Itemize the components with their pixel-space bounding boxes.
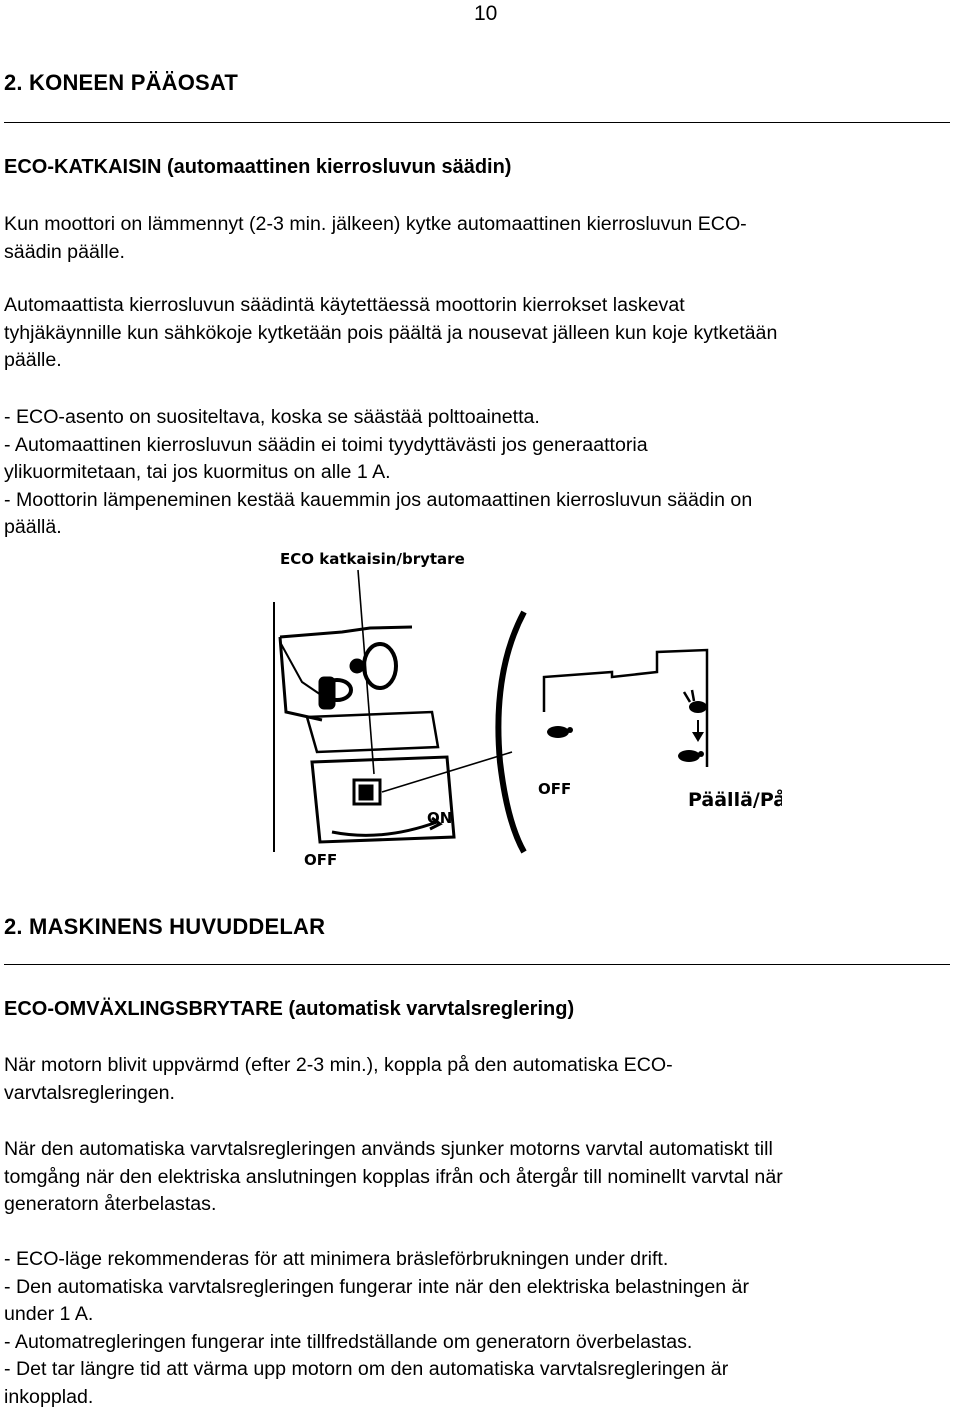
list-item: - Den automatiska varvtalsregleringen fungerar inte när den elektriska belastningen är	[4, 1275, 749, 1298]
diagram-title: ECO katkaisin/brytare	[280, 550, 465, 568]
section-heading-fi: 2. KONEEN PÄÄOSAT	[4, 70, 239, 95]
page-number: 10	[474, 2, 498, 25]
list-item: päällä.	[4, 516, 62, 539]
paragraph-sv-2: När den automatiska varvtalsregleringen används sjunker motorns varvtal automatiskt till tomgång när den elektriska anslutningen kopplas ifrån och återgår till nominellt varvtal när generatorn återbelastas.	[4, 1138, 783, 1216]
bullet-list-sv	[4, 1246, 959, 1412]
turtle-icon	[678, 750, 704, 762]
list-item: ylikuormitetaan, tai jos kuormitus on alle 1 A.	[4, 461, 391, 484]
paragraph-sv-1: När motorn blivit uppvärmd (efter 2-3 min.), koppla på den automatiska ECO- varvtalsregleringen.	[4, 1054, 673, 1104]
label-off-bottom: OFF	[304, 851, 338, 869]
subheading-fi: ECO-KATKAISIN (automaattinen kierrosluvun säädin)	[4, 156, 512, 178]
list-item: under 1 A.	[4, 1303, 94, 1326]
turtle-icon	[547, 726, 573, 738]
section-heading-sv: 2. MASKINENS HUVUDDELAR	[4, 914, 326, 939]
list-item: - ECO-asento on suositeltava, koska se säästää polttoainetta.	[4, 406, 540, 428]
list-item: inkopplad.	[4, 1385, 94, 1408]
eco-switch-diagram	[262, 542, 782, 872]
divider-sv	[4, 964, 950, 965]
list-item: - ECO-läge rekommenderas för att minimera bräsleförbrukningen under drift.	[4, 1248, 669, 1270]
divider-fi	[4, 122, 950, 123]
list-item: - Moottorin lämpeneminen kestää kauemmin jos automaattinen kierrosluvun säädin on	[4, 488, 753, 511]
subheading-sv: ECO-OMVÄXLINGSBRYTARE (automatisk varvtalsreglering)	[4, 998, 575, 1020]
bullet-list-fi	[4, 404, 959, 542]
paragraph-fi-2: Automaattista kierrosluvun säädintä käytettäessä moottorin kierrokset laskevat tyhjäkäynnille kun sähkökoje kytketään pois päältä ja nousevat jälleen kun koje kytketään päälle.	[4, 294, 778, 372]
label-on: ON	[427, 809, 453, 827]
list-item: - Automatregleringen fungerar inte tillfredställande om generatorn överbelastas.	[4, 1330, 693, 1353]
rabbit-icon	[684, 690, 707, 713]
paragraph-fi-1: Kun moottori on lämmennyt (2-3 min. jälkeen) kytke automaattinen kierrosluvun ECO- säädin päälle.	[4, 213, 747, 263]
list-item: - Det tar längre tid att värma upp motorn om den automatiska varvtalsregleringen är	[4, 1358, 729, 1381]
label-off-right: OFF	[538, 780, 572, 798]
label-on-state: Päällä/På	[688, 789, 782, 811]
list-item: - Automaattinen kierrosluvun säädin ei toimi tyydyttävästi jos generaattoria	[4, 433, 648, 456]
